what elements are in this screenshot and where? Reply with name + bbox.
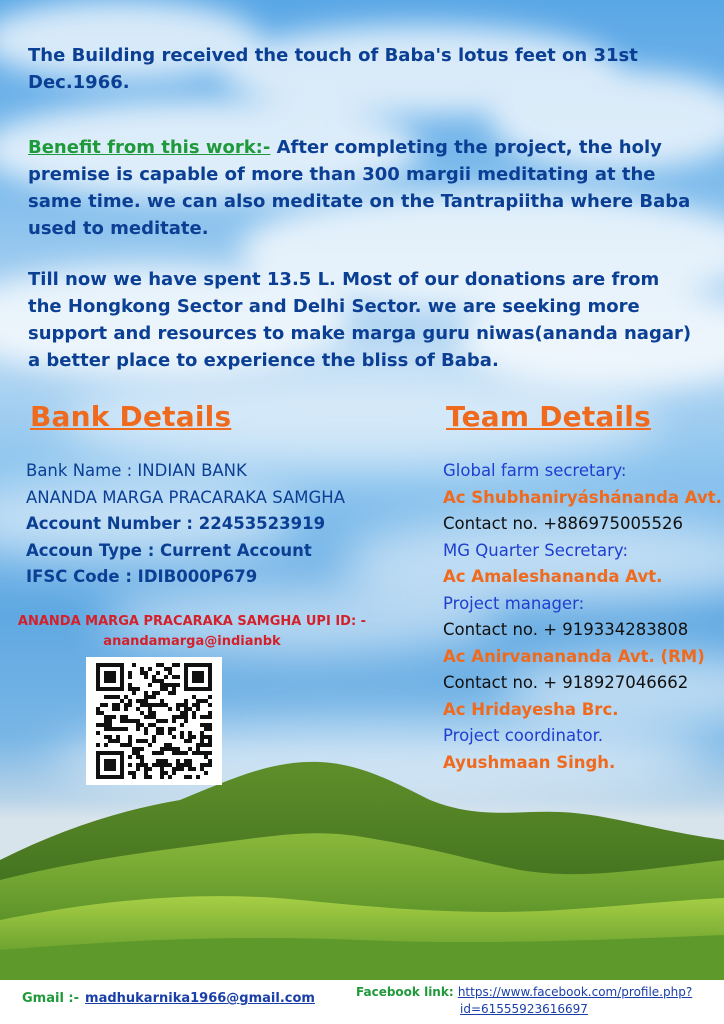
bank-name: Bank Name : INDIAN BANK <box>26 461 247 480</box>
role-global-farm-secretary: Global farm secretary: <box>443 461 627 480</box>
benefit-text: After completing the project, the holy premise is capable of more than 300 margii meditating at the same time. we can also meditate on the Tantrapiitha where Baba used to meditate. <box>28 137 691 239</box>
bank-details-heading: Bank Details <box>30 400 232 433</box>
contact-3: Contact no. + 918927046662 <box>443 673 689 692</box>
role-project-manager: Project manager: <box>443 593 585 613</box>
member-name-4: Ac Hridayesha Brc. <box>443 699 619 719</box>
team-details-list <box>443 458 722 776</box>
role-mg-quarter-secretary: MG Quarter Secretary: <box>443 540 629 560</box>
benefit-paragraph <box>28 134 698 242</box>
account-number: Account Number : 22453523919 <box>26 514 326 533</box>
contact-1: Contact no. +886975005526 <box>443 514 683 533</box>
qr-code-pattern <box>86 657 222 785</box>
gmail-line <box>22 991 315 1006</box>
qr-code <box>86 657 222 785</box>
bank-details-list <box>26 458 345 591</box>
gmail-link[interactable]: madhukarnika1966@gmail.com <box>85 991 315 1006</box>
contact-2: Contact no. + 919334283808 <box>443 620 689 639</box>
upi-id: anandamarga@indianbk <box>103 634 281 649</box>
donation-paragraph: Till now we have spent 13.5 L. Most of our donations are from the Hongkong Sector and Delhi Sector. we are seeking more support and resources to make marga guru niwas(ananda nagar) a better place to experience the bliss of Baba. <box>28 269 692 371</box>
facebook-link-continued[interactable]: id=61555923616697 <box>460 1002 588 1016</box>
role-project-coordinator: Project coordinator. <box>443 726 604 745</box>
upi-label: ANANDA MARGA PRACARAKA SAMGHA UPI ID: - <box>17 614 367 629</box>
ifsc-code: IFSC Code : IDIB000P679 <box>26 567 258 586</box>
footer-bar <box>0 980 724 1024</box>
member-name-2: Ac Amaleshananda Avt. <box>443 567 663 586</box>
benefit-label: Benefit from this work:- <box>28 137 271 158</box>
facebook-line <box>356 984 716 1018</box>
member-name-1: Ac Shubhaniryáshánanda Avt. <box>443 487 722 507</box>
gmail-label: Gmail :- <box>22 991 80 1006</box>
account-type: Accoun Type : Current Account <box>26 540 312 560</box>
upi-block <box>0 612 384 652</box>
member-name-3: Ac Anirvanananda Avt. (RM) <box>443 646 705 666</box>
member-name-5: Ayushmaan Singh. <box>443 752 616 772</box>
team-details-heading: Team Details <box>446 400 651 433</box>
facebook-link[interactable]: https://www.facebook.com/profile.php? <box>457 985 693 999</box>
facebook-label: Facebook link: <box>356 985 458 999</box>
account-name: ANANDA MARGA PRACARAKA SAMGHA <box>26 487 345 507</box>
intro-paragraph: The Building received the touch of Baba's lotus feet on 31st Dec.1966. <box>28 45 638 93</box>
